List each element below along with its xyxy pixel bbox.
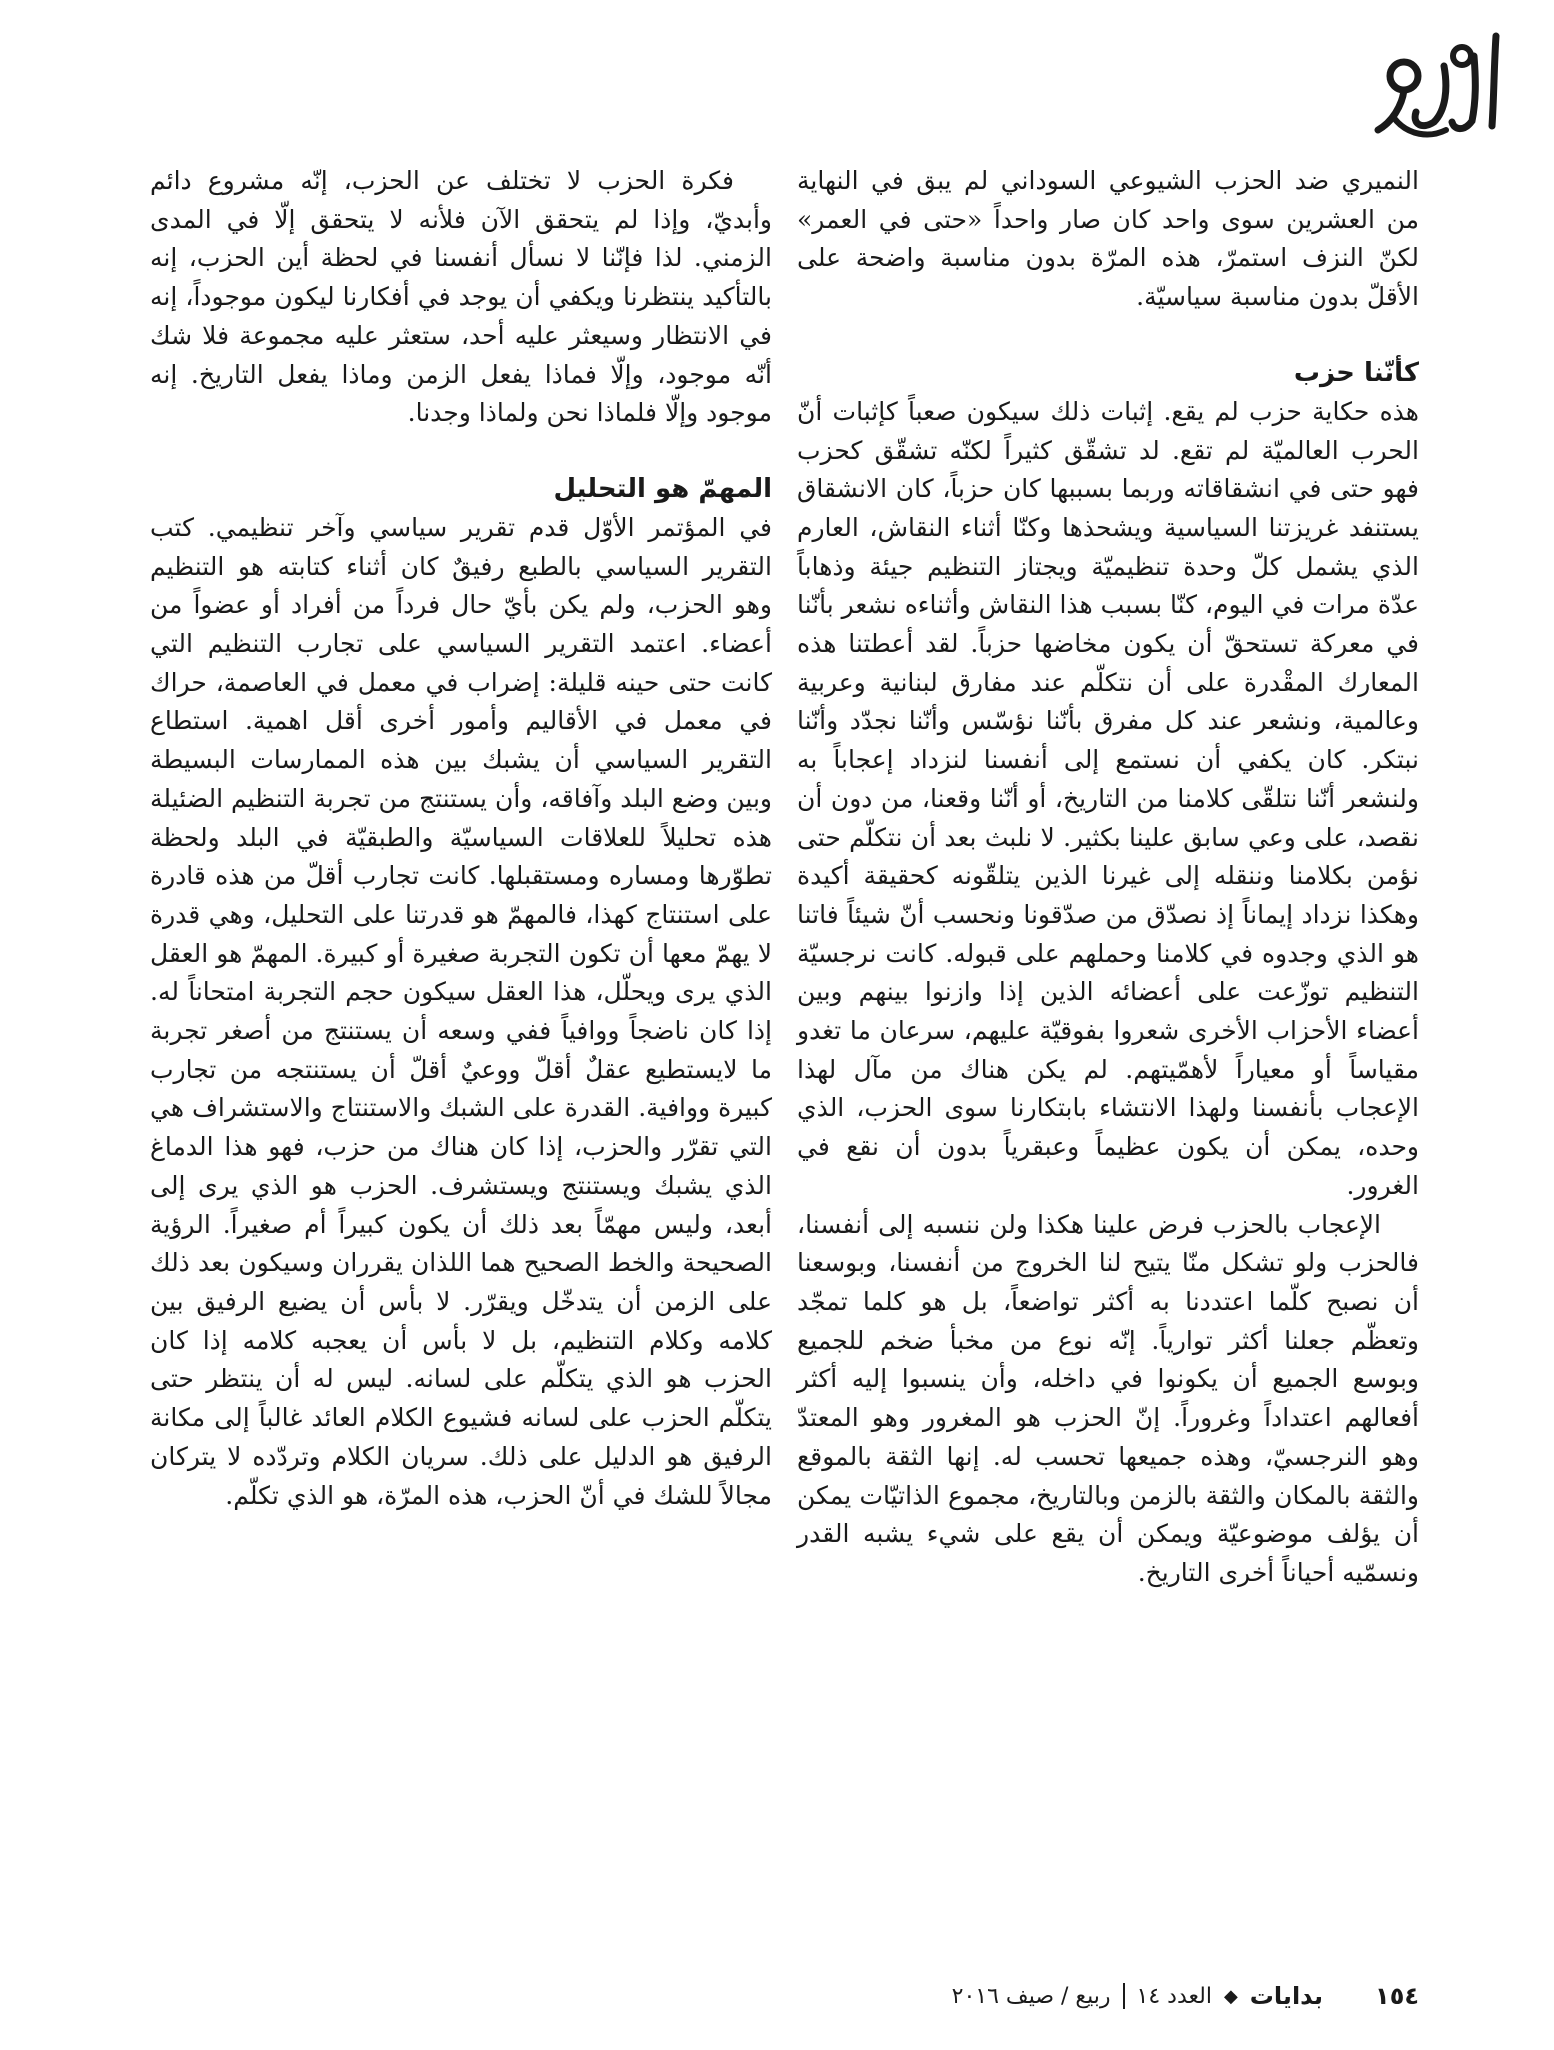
- issue-number: العدد ١٤: [1136, 1983, 1212, 2009]
- footer-divider: [1123, 1983, 1125, 2009]
- qalam-calligraphy-logo-icon: [1364, 26, 1514, 146]
- qalam-logo: [1364, 26, 1514, 146]
- left-section-heading: المهمّ هو التحليل: [553, 473, 772, 504]
- issue-season: ربيع / صيف ٢٠١٦: [951, 1983, 1111, 2009]
- left-column: [150, 162, 772, 1515]
- magazine-name: بدايات: [1249, 1982, 1324, 2010]
- left-intro-paragraph: فكرة الحزب لا تختلف عن الحزب، إنّه مشروع دائم وأبديّ، وإذا لم يتحقق الآن فلأنه لا يتحقق إلّا في المدى الزمني. لذا فإنّنا لا نسأل أنفسنا في لحظة أين الحزب، إنه بالتأكيد ينتظرنا ويكفي أن يوجد في أفكارنا ليكون موجوداً، إنه في الانتظار وسيعثر عليه أحد، ستعثر عليه مجموعة فلا شك أنّه موجود، وإلّا فماذا يفعل الزمن وماذا يفعل التاريخ. إنه موجود وإلّا فلماذا نحن ولماذا وجدنا.: [150, 166, 772, 428]
- right-column: [797, 162, 1419, 1593]
- page-footer: [952, 1982, 1419, 2010]
- left-paragraph-1: في المؤتمر الأوّل قدم تقرير سياسي وآخر تنظيمي. كتب التقرير السياسي بالطبع رفيقٌ كان أثناء كتابته هو التنظيم وهو الحزب، ولم يكن بأيّ حال فرداً من أفراد أو عضواً من أعضاء. اعتمد التقرير السياسي على تجارب التنظيم التي كانت حتى حينه قليلة: إضراب في معمل في العاصمة، حراك في معمل في الأقاليم وأمور أخرى أقل اهمية. استطاع التقرير السياسي أن يشبك بين هذه الممارسات البسيطة وبين وضع البلد وآفاقه، وأن يستنتج من تجربة التنظيم الضئيلة هذه تحليلاً للعلاقات السياسيّة والطبقيّة في البلد ولحظة تطوّرها ومساره ومستقبلها. كانت تجارب أقلّ من هذه قادرة على استنتاج كهذا، فالمهمّ هو قدرتنا على التحليل، وهي قدرة لا يهمّ معها أن تكون التجربة صغيرة أو كبيرة. المهمّ هو العقل الذي يرى ويحلّل، هذا العقل سيكون حجم التجربة امتحاناً له. إذا كان ناضجاً ووافياً ففي وسعه أن يستنتج من أصغر تجربة ما لايستطيع عقلٌ أقلّ ووعيٌ أقلّ أن يستنتجه من تجارب كبيرة ووافية. القدرة على الشبك والاستنتاج والاستشراف هي التي تقرّر والحزب، إذا كان هناك من حزب، فهو هذا الدماغ الذي يشبك ويستنتج ويستشرف. الحزب هو الذي يرى إلى أبعد، وليس مهمّاً بعد ذلك أن يكون كبيراً أم صغيراً. الرؤية الصحيحة والخط الصحيح هما اللذان يقرران وسيكون بعد ذلك على الزمن أن يتدخّل ويقرّر. لا بأس أن يضيع الرفيق بين كلامه وكلام التنظيم، بل لا بأس أن يعجبه كلامه إذا كان الحزب هو الذي يتكلّم على لسانه. ليس له أن ينتظر حتى يتكلّم الحزب على لسانه فشيوع الكلام العائد غالباً إلى مكانة الرفيق هو الدليل على ذلك. سريان الكلام وتردّده لا يتركان مجالاً للشك في أنّ الحزب، هذه المرّة، هو الذي تكلّم.: [150, 512, 772, 1510]
- right-intro-paragraph: النميري ضد الحزب الشيوعي السوداني لم يبق في النهاية من العشرين سوى واحد كان صار واحداً «حتى في العمر» لكنّ النزف استمرّ، هذه المرّة بدون مناسبة واضحة على الأقلّ بدون مناسبة سياسيّة.: [797, 166, 1419, 312]
- right-section-heading: كأنّنا حزب: [1293, 357, 1419, 388]
- page-number: ١٥٤: [1375, 1982, 1419, 2010]
- right-paragraph-2: الإعجاب بالحزب فرض علينا هكذا ولن ننسبه إلى أنفسنا، فالحزب ولو تشكل منّا يتيح لنا الخروج من أنفسنا، وبوسعنا أن نصبح كلّما اعتددنا به أكثر تواضعاً، بل هو كلما تمجّد وتعظّم جعلنا أكثر توارياً. إنّه نوع من مخبأ ضخم للجميع وبوسع الجميع أن يكونوا في داخله، وأن ينسبوا إليه أكثر أفعالهم اعتداداً وغروراً. إنّ الحزب هو المغرور وهو المعتدّ وهو النرجسيّ، وهذه جميعها تحسب له. إنها الثقة بالموقع والثقة بالمكان والثقة بالزمن وبالتاريخ، مجموع الذاتيّات يمكن أن يؤلف موضوعيّة ويمكن أن يقع على شيء يشبه القدر ونسمّيه أحياناً أخرى التاريخ.: [797, 1209, 1420, 1587]
- diamond-icon: ◆: [1223, 1985, 1238, 2007]
- right-paragraph-1: هذه حكاية حزب لم يقع. إثبات ذلك سيكون صعباً كإثبات أنّ الحرب العالميّة لم تقع. لد تشقّق كثيراً لكنّه تشقّق كحزب فهو حتى في انشقاقاته وربما بسببها كان حزباً، كان الانشقاق يستنفد غريزتنا السياسية ويشحذها وكنّا أثناء النقاش، العارم الذي يشمل كلّ وحدة تنظيميّة ويجتاز التنظيم جيئة وذهاباً عدّة مرات في اليوم، كنّا بسبب هذا النقاش وأثناءه نشعر بأنّنا في معركة تستحقّ أن يكون مخاضها حزباً. لقد أعطتنا هذه المعارك المقْدرة على أن نتكلّم عند مفارق لبنانية وعربية وعالمية، ونشعر عند كل مفرق بأنّنا نؤسّس وأنّنا نجدّد وأنّنا نبتكر. كان يكفي أن نستمع إلى أنفسنا لنزداد إعجاباً به ولنشعر أنّنا نتلقّى كلامنا من التاريخ، أو أنّنا وقعنا، من دون أن نقصد، على وعي سابق علينا بكثير. لا نلبث بعد أن نتكلّم حتى نؤمن بكلامنا وننقله إلى غيرنا الذين يتلقّونه كحقيقة أكيدة وهكذا نزداد إيماناً إذ نصدّق من صدّقونا ونحسب أنّ شيئاً فاتنا هو الذي وجدوه في كلامنا وحملهم على قبوله. كانت نرجسيّة التنظيم توزّعت على أعضائه الذين إذا وازنوا بينهم وبين أعضاء الأحزاب الأخرى شعروا بفوقيّة عليهم، سرعان ما تغدو مقياساً أو معياراً لأهمّيتهم. لم يكن هناك من مآل لهذا الإعجاب بأنفسنا ولهذا الانتشاء بابتكارنا سوى الحزب، الذي وحده، يمكن أن يكون عظيماً وعبقرياً بدون أن نقع في الغرور.: [797, 396, 1420, 1200]
